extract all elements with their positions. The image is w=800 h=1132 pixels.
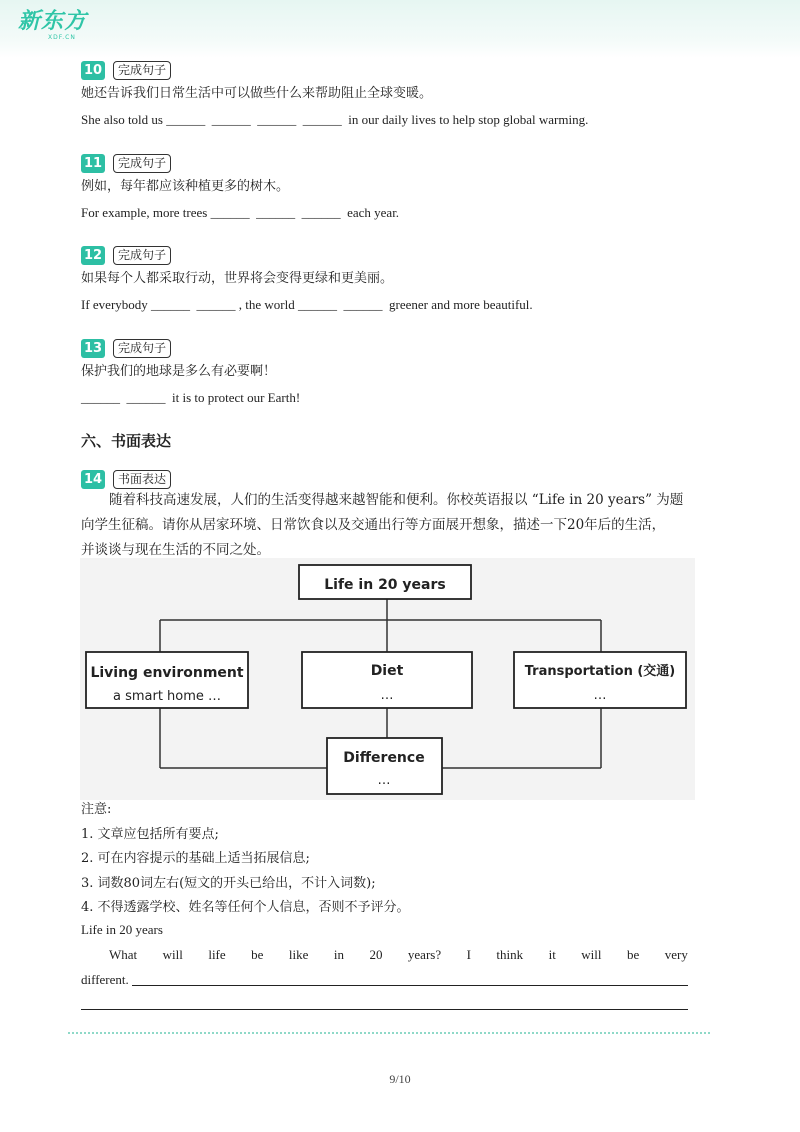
question-type-tag: 完成句子 [113,246,171,265]
question-english-sentence[interactable]: For example, more trees ______ ______ ______ each year. [81,205,400,220]
question-type-tag: 完成句子 [113,339,171,358]
essay-first-line [81,947,688,963]
notes-title: 注意: [81,802,112,817]
essay-word: years? [407,947,442,962]
diet-sub: … [380,688,394,703]
question-english-sentence[interactable]: If everybody ______ ______ , the world ______ ______ greener and more beautiful. [81,297,533,312]
essay-word: be [251,947,264,962]
logo-subtext: XDF.CN [48,34,76,41]
question-chinese-prompt: 保护我们的地球是多么有必要啊！ [81,364,277,379]
question-14 [81,469,171,489]
section-title: 六、书面表达 [81,432,172,450]
essay-word: in [333,947,344,962]
essay-word: be [627,947,640,962]
note-item: 1. 文章应包括所有要点; [81,826,219,842]
difference-sub: … [377,773,391,788]
diet-title: Diet [370,663,404,679]
essay-word: will [162,947,183,962]
essay-word: life [208,947,226,962]
note-item: 4. 不得透露学校、姓名等任何个人信息，否则不予评分。 [81,900,410,915]
life-mind-map [80,558,695,800]
logo-text: 新东方 [18,9,88,34]
question-type-tag: 完成句子 [113,154,171,173]
essay-word: it [548,947,556,962]
question-number: 12 [81,246,105,265]
writing-prompt-line: 随着科技高速发展，人们的生活变得越来越智能和便利。你校英语报以 “Life in 20 years” 为题 [109,492,684,508]
question-chinese-prompt: 如果每个人都采取行动，世界将会变得更绿和更美丽。 [81,271,394,286]
question-12 [81,245,533,314]
page-divider [68,1032,710,1034]
header-band [0,0,800,58]
essay-answer-line[interactable] [132,971,688,986]
note-item: 2. 可在内容提示的基础上适当拓展信息; [81,851,310,866]
transportation-sub: … [593,688,607,703]
essay-word: think [496,947,524,962]
page-number: 9/10 [389,1072,411,1086]
living-title: Living environment [90,665,244,681]
question-13 [81,338,300,407]
essay-title: Life in 20 years [81,922,163,937]
notes [81,798,410,921]
question-11 [81,153,399,222]
difference-title: Difference [343,750,425,766]
essay-word: will [581,947,602,962]
brand-logo [18,10,87,42]
note-item: 3. 词数80词左右(短文的开头已给出，不计入词数); [81,875,376,891]
essay-word: What [109,947,138,962]
essay-word: I [466,947,471,962]
living-sub: a smart home … [112,689,222,704]
question-english-sentence[interactable]: She also told us ______ ______ ______ ______ in our daily lives to help stop global warming. [81,112,589,127]
question-number: 10 [81,61,105,80]
writing-prompt [81,488,691,563]
question-type-tag: 完成句子 [113,61,171,80]
writing-prompt-line: 向学生征稿。请你从居家环境、日常饮食以及交通出行等方面展开想象，描述一下20年后的生活， [81,517,666,533]
question-english-sentence[interactable]: ______ ______ it is to protect our Earth! [81,390,301,405]
question-type-tag: 书面表达 [113,470,171,489]
transportation-title: Transportation (交通) [524,664,676,679]
writing-prompt-line: 并谈谈与现在生活的不同之处。 [81,542,270,558]
essay-word: 20 [369,947,383,962]
question-number: 13 [81,339,105,358]
question-chinese-prompt: 她还告诉我们日常生活中可以做些什么来帮助阻止全球变暖。 [81,86,433,101]
question-chinese-prompt: 例如，每年都应该种植更多的树木。 [81,179,290,194]
essay-word: very [664,947,688,962]
essay-answer-line[interactable] [81,995,688,1010]
question-number: 14 [81,470,105,489]
question-10 [81,60,588,129]
essay-word: like [288,947,309,962]
question-number: 11 [81,154,105,173]
root-label: Life in 20 years [324,577,446,593]
essay-line-start: different. [81,972,129,987]
